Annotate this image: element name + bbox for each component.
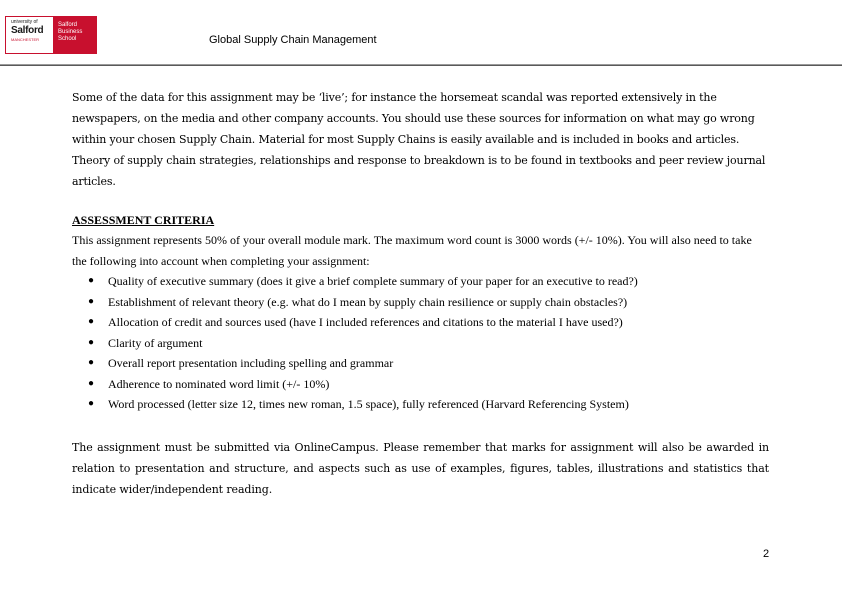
list-item	[72, 271, 769, 292]
document-header-title: Global Supply Chain Management	[209, 34, 377, 46]
criteria-item-text: Word processed (letter size 12, times new roman, 1.5 space), fully referenced (Harvard Referencing System)	[108, 397, 629, 411]
bullet-icon: ●	[88, 316, 95, 327]
logo-school-line: School	[58, 36, 77, 42]
logo-line-salford: Salford	[11, 25, 44, 36]
university-logo	[5, 16, 97, 54]
bullet-icon: ●	[88, 357, 95, 368]
business-school-wordmark	[53, 17, 96, 53]
list-item	[72, 353, 769, 374]
criteria-item-text: Overall report presentation including spelling and grammar	[108, 356, 394, 370]
submission-paragraph: The assignment must be submitted via OnlineCampus. Please remember that marks for assignment will also be awarded in relation to presentation and structure, and aspects such as use of examples, figures, tables, illustrations and statistics that indicate wider/independent reading.	[72, 440, 769, 496]
page-content	[72, 87, 769, 500]
logo-school-line: Business	[58, 29, 83, 35]
bullet-icon: ●	[88, 398, 95, 409]
criteria-item-text: Allocation of credit and sources used (have I included references and citations to the material I have used?)	[108, 315, 623, 329]
list-item	[72, 333, 769, 354]
page-header	[0, 0, 842, 66]
criteria-item-text: Establishment of relevant theory (e.g. what do I mean by supply chain resilience or supply chain obstacles?)	[108, 294, 628, 309]
page-number: 2	[763, 548, 770, 560]
list-item	[72, 312, 769, 333]
logo-line-university: university of	[11, 19, 38, 25]
bullet-icon: ●	[88, 377, 95, 389]
list-item	[72, 374, 769, 395]
logo-line-manchester: MANCHESTER	[11, 37, 40, 42]
university-wordmark	[6, 17, 53, 53]
criteria-list	[72, 271, 769, 415]
list-item	[72, 292, 769, 313]
bullet-icon: ●	[88, 336, 95, 348]
criteria-item-text: Clarity of argument	[108, 335, 203, 350]
header-divider	[0, 64, 842, 66]
bullet-icon: ●	[88, 275, 95, 286]
criteria-item-text: Quality of executive summary (does it give a brief complete summary of your paper for an executive to read?)	[108, 274, 638, 288]
list-item	[72, 394, 769, 415]
logo-school-line: Salford	[58, 22, 78, 28]
assessment-criteria-heading: ASSESSMENT CRITERIA	[72, 213, 215, 227]
assessment-criteria-text: This assignment represents 50% of your overall module mark. The maximum word count is 3000 words (+/- 10%). You will also need to take the following into account when completing your assignment:	[72, 233, 752, 268]
intro-paragraph: Some of the data for this assignment may be ‘live’; for instance the horsemeat scandal was reported extensively in the newspapers, on the media and other company accounts. You should use these sources for information on what may go wrong within your chosen Supply Chain. Material for most Supply Chains is easily available and is included in books and articles. Theory of supply chain strategies, relationships and response to breakdown is to be found in textbooks and peer review journal articles.	[72, 91, 766, 188]
criteria-item-text: Adherence to nominated word limit (+/- 10%)	[108, 376, 330, 391]
bullet-icon: ●	[88, 295, 95, 307]
